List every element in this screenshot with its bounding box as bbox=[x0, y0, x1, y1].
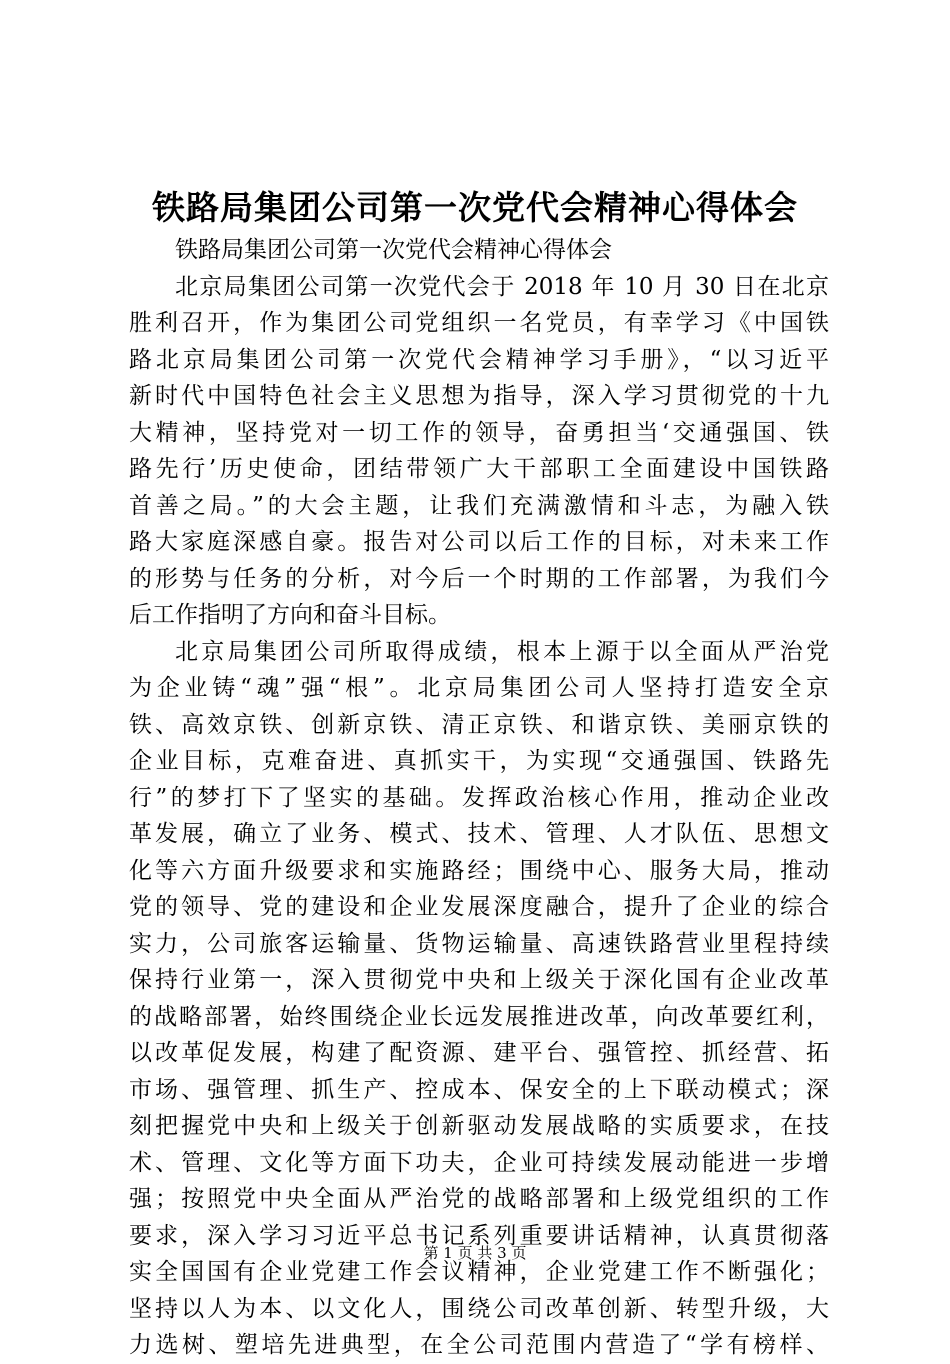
paragraph-line: 党的领导、党的建设和企业发展深度融合，提升了企业的综合 bbox=[129, 894, 829, 920]
paragraph-line: 路大家庭深感自豪。报告对公司以后工作的目标，对未来工作 bbox=[129, 529, 829, 555]
paragraph-line: 为企业铸“魂”强“根”。北京局集团公司人坚持打造安全京 bbox=[129, 675, 829, 701]
paragraph-line: 行”的梦打下了坚实的基础。发挥政治核心作用，推动企业改 bbox=[129, 784, 829, 811]
paragraph-line: 市场、强管理、抓生产、控成本、保安全的上下联动模式；深 bbox=[129, 1076, 829, 1103]
paragraph-line: 大精神，坚持党对一切工作的领导，奋勇担当‘交通强国、铁 bbox=[129, 419, 829, 446]
paragraph-line: 的战略部署，始终围绕企业长远发展推进改革，向改革要红利， bbox=[129, 1003, 829, 1030]
paragraph-line: 北京局集团公司所取得成绩，根本上源于以全面从严治党 bbox=[175, 638, 829, 665]
paragraph-line: 实力，公司旅客运输量、货物运输量、高速铁路营业里程持续 bbox=[129, 930, 829, 957]
paragraph-line: 保持行业第一，深入贯彻党中央和上级关于深化国有企业改革 bbox=[129, 967, 829, 993]
paragraph-line: 革发展，确立了业务、模式、技术、管理、人才队伍、思想文 bbox=[129, 821, 829, 847]
paragraph-line: 路先行’历史使命，团结带领广大干部职工全面建设中国铁路 bbox=[129, 456, 829, 482]
page-footer: 第 1 页 共 3 页 bbox=[423, 1244, 527, 1262]
paragraph-line: 铁、高效京铁、创新京铁、清正京铁、和谐京铁、美丽京铁的 bbox=[129, 711, 829, 738]
paragraph-line: 化等六方面升级要求和实施路经；围绕中心、服务大局，推动 bbox=[129, 857, 829, 884]
document-title: 铁路局集团公司第一次党代会精神心得体会 bbox=[152, 188, 798, 227]
paragraph-line: 以改革促发展，构建了配资源、建平台、强管控、抓经营、拓 bbox=[129, 1040, 829, 1066]
document-body bbox=[129, 232, 829, 1364]
paragraph-line: 实全国国有企业党建工作会议精神，企业党建工作不断强化； bbox=[129, 1259, 829, 1285]
paragraph-line: 后工作指明了方向和奋斗目标。 bbox=[129, 602, 451, 628]
paragraph-line: 企业目标，克难奋进、真抓实干，为实现“交通强国、铁路先 bbox=[129, 748, 829, 774]
paragraph-line: 强；按照党中央全面从严治党的战略部署和上级党组织的工作 bbox=[129, 1186, 829, 1212]
paragraph-line: 要求，深入学习习近平总书记系列重要讲话精神，认真贯彻落 bbox=[129, 1222, 829, 1249]
paragraph-line: 刻把握党中央和上级关于创新驱动发展战略的实质要求，在技 bbox=[129, 1113, 829, 1139]
paragraph-line: 坚持以人为本、以文化人，围绕公司改革创新、转型升级，大 bbox=[129, 1295, 829, 1322]
subtitle-line: 铁路局集团公司第一次党代会精神心得体会 bbox=[175, 237, 612, 263]
paragraph-line: 首善之局。”的大会主题，让我们充满激情和斗志，为融入铁 bbox=[129, 492, 829, 519]
paragraph-line: 路北京局集团公司第一次党代会精神学习手册》，“以习近平 bbox=[129, 346, 829, 373]
paragraph-line: 的形势与任务的分析，对今后一个时期的工作部署，为我们今 bbox=[129, 565, 829, 592]
paragraph-line: 胜利召开，作为集团公司党组织一名党员，有幸学习《中国铁 bbox=[129, 310, 829, 336]
paragraph-line: 北京局集团公司第一次党代会于 2018 年 10 月 30 日在北京 bbox=[175, 273, 829, 300]
paragraph-line: 力选树、塑培先进典型，在全公司范围内营造了“学有榜样、 bbox=[129, 1332, 829, 1358]
paragraph-line: 新时代中国特色社会主义思想为指导，深入学习贯彻党的十九 bbox=[129, 383, 829, 409]
paragraph-line: 术、管理、文化等方面下功夫，企业可持续发展动能进一步增 bbox=[129, 1149, 829, 1176]
